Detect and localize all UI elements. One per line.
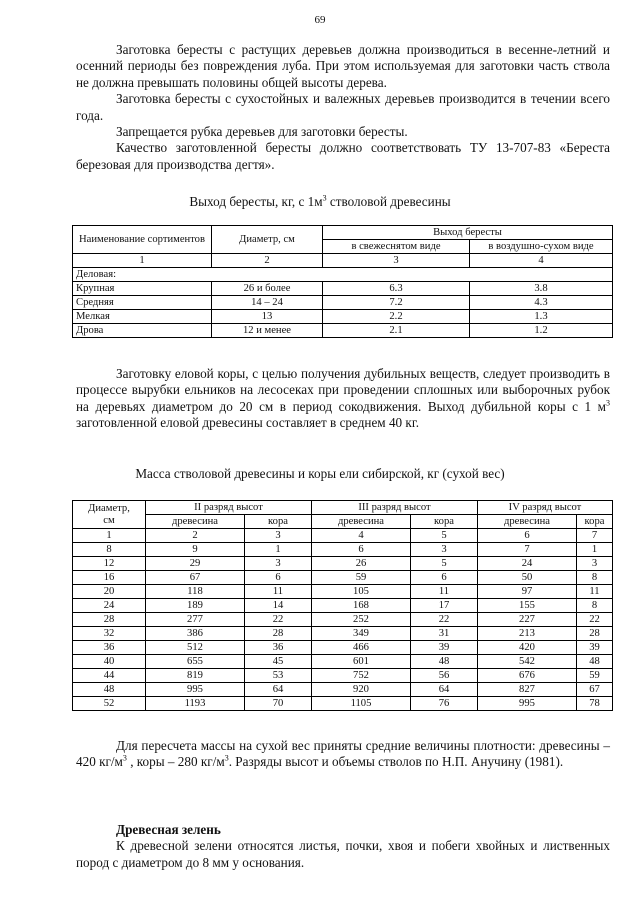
table-row — [73, 557, 613, 571]
table-cell: 252 — [312, 613, 411, 627]
table-row — [73, 641, 613, 655]
table-cell: 48 — [411, 655, 478, 669]
table-cell: 67 — [577, 683, 613, 697]
table-cell: 5 — [411, 529, 478, 543]
paragraph: К древесной зелени относятся листья, почки, хвоя и побеги хвойных и лиственных пород с диаметром до 8 мм у основания. — [76, 838, 610, 870]
table-cell: 22 — [577, 613, 613, 627]
table-row — [73, 683, 613, 697]
col-header-wood: древесина — [312, 515, 411, 529]
table-cell: 48 — [73, 683, 146, 697]
table-cell: 5 — [411, 557, 478, 571]
table-cell: 97 — [478, 585, 577, 599]
density-note: Для пересчета массы на сухой вес приняты средние величины плотности: древесины – 420 $кг/м^3$ , коры – 280 $кг/м^3$. Разряды высот и объемы стволов по Н.П. Анучину (1981). — [76, 738, 610, 770]
table-cell: 512 — [146, 641, 245, 655]
col-header-class3: III разряд высот — [312, 501, 478, 515]
table-cell: 11 — [577, 585, 613, 599]
table-row — [73, 599, 613, 613]
paragraph: Заготовка бересты с растущих деревьев должна производиться в весенне-летний и осенний периоды без повреждения луба. При этом используемая для заготовки часть ствола не должна превышать половины общей высоты дерева. — [76, 42, 610, 90]
table-cell: 24 — [478, 557, 577, 571]
table-cell: 920 — [312, 683, 411, 697]
table-row — [73, 571, 613, 585]
table-cell: 59 — [312, 571, 411, 585]
col-header-diameter: Диаметр, см — [212, 226, 323, 254]
col-header-bark: кора — [245, 515, 312, 529]
table-cell: 4 — [312, 529, 411, 543]
table-cell: 6 — [411, 571, 478, 585]
table-cell: 9 — [146, 543, 245, 557]
table-cell: 28 — [577, 627, 613, 641]
col-header-yield: Выход бересты — [323, 226, 613, 240]
table-cell: 22 — [245, 613, 312, 627]
table-row — [73, 529, 613, 543]
table-cell: 420 — [478, 641, 577, 655]
table-cell: 39 — [577, 641, 613, 655]
paragraph: Заготовка бересты с сухостойных и валежных деревьев производится в течении всего года. — [76, 91, 610, 123]
table-cell: 8 — [577, 599, 613, 613]
col-header-class4: IV разряд высот — [478, 501, 613, 515]
table-cell: 56 — [411, 669, 478, 683]
table-cell: 118 — [146, 585, 245, 599]
section-title: Древесная зелень — [116, 822, 221, 837]
table-cell: 7 — [478, 543, 577, 557]
table-cell: 349 — [312, 627, 411, 641]
table-cell: 1105 — [312, 697, 411, 711]
table-cell: 6 — [478, 529, 577, 543]
table1-caption: Выход бересты, кг, с $1м^3$ стволовой древесины — [189, 193, 451, 209]
table-row — [73, 585, 613, 599]
table-cell: 70 — [245, 697, 312, 711]
table-cell: 40 — [73, 655, 146, 669]
table-cell: 8 — [577, 571, 613, 585]
table-cell: 14 — [245, 599, 312, 613]
table-cell: 2 — [146, 529, 245, 543]
table-cell: 189 — [146, 599, 245, 613]
table-row: Мелкая 13 2.2 1.3 — [73, 310, 613, 324]
table-row — [73, 627, 613, 641]
col-header-dry: в воздушно-сухом виде — [470, 240, 613, 254]
table-cell: 22 — [411, 613, 478, 627]
table-cell: 1 — [245, 543, 312, 557]
table-row: Дрова 12 и менее 2.1 1.2 — [73, 324, 613, 338]
table-cell: 542 — [478, 655, 577, 669]
col-header-wood: древесина — [478, 515, 577, 529]
col-header-fresh: в свежеснятом виде — [323, 240, 470, 254]
col-header-name: Наименование сортиментов — [73, 226, 212, 254]
table-cell: 17 — [411, 599, 478, 613]
table-cell: 50 — [478, 571, 577, 585]
col-header-bark: кора — [577, 515, 613, 529]
section-label: Деловая: — [73, 268, 613, 282]
table-body — [73, 529, 613, 711]
table-cell: 3 — [411, 543, 478, 557]
col-header-class2: II разряд высот — [146, 501, 312, 515]
table-cell: 827 — [478, 683, 577, 697]
table-cell: 819 — [146, 669, 245, 683]
table-cell: 12 — [73, 557, 146, 571]
table-cell: 11 — [411, 585, 478, 599]
table-cell: 7 — [577, 529, 613, 543]
table-cell: 45 — [245, 655, 312, 669]
table-row: Крупная 26 и более 6.3 3.8 — [73, 282, 613, 296]
table-cell: 39 — [411, 641, 478, 655]
table-cell: 64 — [411, 683, 478, 697]
table-cell: 1 — [577, 543, 613, 557]
col-header-wood: древесина — [146, 515, 245, 529]
paragraph: Качество заготовленной бересты должно соответствовать ТУ 13-707-83 «Береста березовая для производства дегтя». — [76, 140, 610, 172]
table-row: Средняя 14 – 24 7.2 4.3 — [73, 296, 613, 310]
spruce-mass-table — [72, 500, 613, 711]
berest-yield-table — [72, 225, 613, 338]
table-cell: 28 — [245, 627, 312, 641]
column-number-row: 1 2 3 4 — [73, 254, 613, 268]
table-cell: 386 — [146, 627, 245, 641]
table-cell: 26 — [312, 557, 411, 571]
table-cell: 8 — [73, 543, 146, 557]
table-cell: 466 — [312, 641, 411, 655]
table-cell: 3 — [245, 557, 312, 571]
table-cell: 16 — [73, 571, 146, 585]
intro-text — [76, 42, 610, 173]
table2-caption: Масса стволовой древесины и коры ели сибирской, кг (сухой вес) — [135, 466, 505, 481]
table-cell: 29 — [146, 557, 245, 571]
table-cell: 752 — [312, 669, 411, 683]
table-cell: 3 — [577, 557, 613, 571]
table-cell: 995 — [146, 683, 245, 697]
table-cell: 227 — [478, 613, 577, 627]
table-cell: 36 — [245, 641, 312, 655]
table-cell: 31 — [411, 627, 478, 641]
paragraph: Запрещается рубка деревьев для заготовки бересты. — [116, 124, 408, 140]
col-header-bark: кора — [411, 515, 478, 529]
table-cell: 36 — [73, 641, 146, 655]
table-cell: 52 — [73, 697, 146, 711]
table-cell: 6 — [312, 543, 411, 557]
table-cell: 105 — [312, 585, 411, 599]
table-cell: 44 — [73, 669, 146, 683]
table-cell: 11 — [245, 585, 312, 599]
table-cell: 3 — [245, 529, 312, 543]
table-cell: 1193 — [146, 697, 245, 711]
table-cell: 78 — [577, 697, 613, 711]
paragraph: Заготовку еловой коры, с целью получения дубильных веществ, следует производить в процессе вырубки ельников на лесосеках при проведении сплошных или выборочных рубок на деревьях диаметром до 20 см в период сокодвижения. Выход дубильной коры с 1 $м^3$ заготовленной еловой древесины составляет в среднем 40 кг. — [76, 366, 610, 431]
table-cell: 6 — [245, 571, 312, 585]
table-cell: 48 — [577, 655, 613, 669]
table-row — [73, 543, 613, 557]
table-cell: 601 — [312, 655, 411, 669]
table-cell: 995 — [478, 697, 577, 711]
table-cell: 53 — [245, 669, 312, 683]
table-cell: 20 — [73, 585, 146, 599]
table-row — [73, 655, 613, 669]
table-cell: 24 — [73, 599, 146, 613]
table-cell: 168 — [312, 599, 411, 613]
table-cell: 1 — [73, 529, 146, 543]
table-cell: 155 — [478, 599, 577, 613]
spruce-bark-text — [76, 366, 610, 432]
table-cell: 277 — [146, 613, 245, 627]
table-cell: 213 — [478, 627, 577, 641]
col-header-diameter: Диаметр, см — [73, 501, 146, 529]
table-cell: 67 — [146, 571, 245, 585]
table-cell: 655 — [146, 655, 245, 669]
table-cell: 28 — [73, 613, 146, 627]
table-row — [73, 697, 613, 711]
table-row — [73, 613, 613, 627]
table-cell: 32 — [73, 627, 146, 641]
section-greenery — [76, 822, 610, 871]
table-row — [73, 669, 613, 683]
table-cell: 76 — [411, 697, 478, 711]
table-cell: 59 — [577, 669, 613, 683]
table-cell: 676 — [478, 669, 577, 683]
table-cell: 64 — [245, 683, 312, 697]
page-number: 69 — [314, 14, 326, 26]
